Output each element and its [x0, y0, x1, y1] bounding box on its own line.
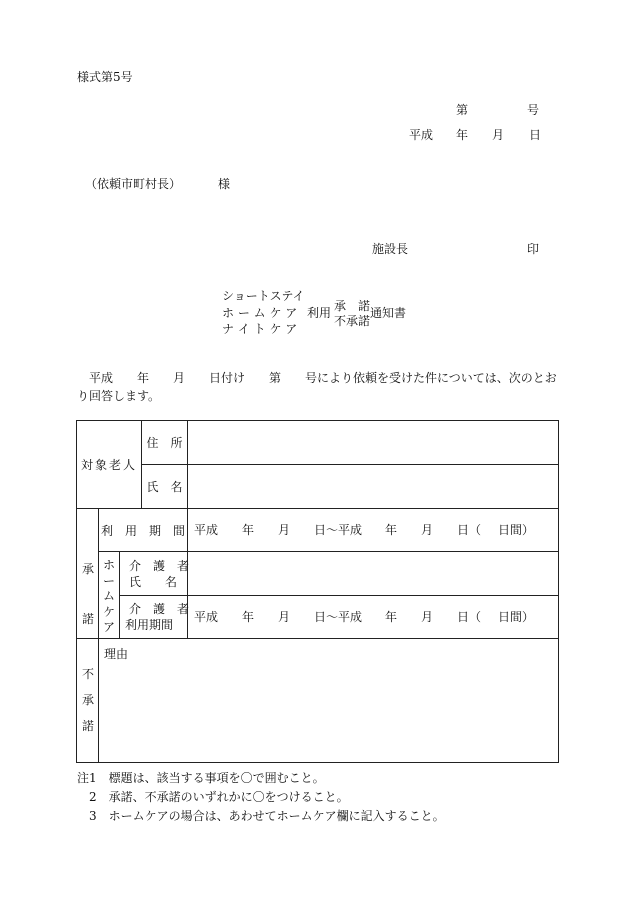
cg-period-heisei-1: 平成 — [194, 610, 219, 624]
address-label: 住 所 — [146, 436, 183, 450]
caregiver-period-field[interactable] — [188, 596, 559, 639]
body-line-2: り回答します。 — [77, 389, 161, 403]
homecare-label: ホームケア — [103, 558, 116, 634]
date-month: 月 — [492, 128, 505, 142]
period-year-1: 年 — [242, 523, 255, 537]
approve-label: 承諾 — [82, 562, 95, 626]
body-line-1: 平成 年 月 日付け 第 号により依頼を受けた件については、次のとお — [89, 371, 557, 385]
doc-number-dai: 第 — [456, 103, 469, 117]
date-day: 日 — [529, 128, 542, 142]
name-label-cell — [142, 465, 188, 509]
caregiver-period-label-cell — [120, 596, 188, 639]
period-heisei-1: 平成 — [194, 523, 219, 537]
period-month-2: 月 — [421, 523, 434, 537]
caregiver-shimei-label: 氏 名 — [129, 575, 178, 589]
title-riyou: 利用 — [307, 306, 332, 320]
address-field[interactable] — [188, 421, 559, 465]
cg-period-year-2: 年 — [385, 610, 398, 624]
title-shortstay: ショートステイ — [222, 289, 305, 303]
name-label: 氏 名 — [146, 480, 183, 494]
title-shoudaku: 承 諾 — [334, 299, 371, 313]
title-nightcare: ナ イ ト ケ ア — [222, 322, 298, 336]
usage-period-field[interactable] — [188, 509, 559, 552]
cg-period-day-from-1: 日～平成 — [314, 610, 363, 624]
caregiver-name-label-cell — [120, 552, 188, 596]
caregiver-label-2: 介 護 者 — [129, 602, 190, 616]
note-2: 2 承諾、不承諾のいずれかに〇をつけること。 — [89, 790, 349, 804]
cg-period-month-2: 月 — [421, 610, 434, 624]
name-field[interactable] — [188, 465, 559, 509]
cg-period-year-1: 年 — [242, 610, 255, 624]
title-fushoudaku: 不承諾 — [334, 314, 371, 328]
period-day-from-1: 日～平成 — [314, 523, 363, 537]
form-number: 様式第5号 — [77, 70, 133, 84]
seal-mark: 印 — [527, 242, 540, 256]
address-label-cell — [142, 421, 188, 465]
caregiver-usage-period-label: 利用期間 — [125, 618, 174, 632]
title-homecare: ホ ー ム ケ ア — [222, 306, 298, 320]
homecare-label-cell — [99, 552, 120, 639]
title-tsuuchisho: 通知書 — [370, 306, 407, 320]
usage-period-label: 利 用 期 間 — [101, 523, 186, 538]
caregiver-label: 介 護 者 — [129, 559, 190, 573]
doc-number-go: 号 — [527, 103, 540, 117]
response-table — [76, 420, 559, 763]
reject-label-cell — [77, 639, 99, 763]
cg-period-month-1: 月 — [278, 610, 291, 624]
subject-label-cell — [77, 421, 142, 509]
note-3: 3 ホームケアの場合は、あわせてホームケア欄に記入すること。 — [89, 809, 445, 823]
period-day-2: 日（ — [457, 523, 482, 537]
period-year-2: 年 — [385, 523, 398, 537]
usage-period-label-cell — [99, 509, 188, 552]
approve-label-cell — [77, 509, 99, 639]
cg-period-day-2: 日（ — [457, 610, 482, 624]
reason-field[interactable] — [99, 639, 559, 763]
cg-period-days-2: 日間） — [498, 610, 535, 624]
period-days-2: 日間） — [498, 523, 535, 537]
caregiver-name-field[interactable] — [188, 552, 559, 596]
addressee-name: （依頼市町村長） — [85, 177, 182, 191]
date-heisei: 平成 — [409, 128, 434, 142]
date-year: 年 — [456, 128, 469, 142]
sender-title: 施設長 — [372, 242, 409, 256]
reason-label: 理由 — [104, 647, 129, 661]
addressee-honorific: 様 — [218, 177, 231, 191]
note-1: 注1 標題は、該当する事項を〇で囲むこと。 — [77, 771, 325, 785]
reject-label: 不承諾 — [82, 667, 95, 733]
period-month-1: 月 — [278, 523, 291, 537]
subject-label: 対象老人 — [81, 458, 138, 472]
